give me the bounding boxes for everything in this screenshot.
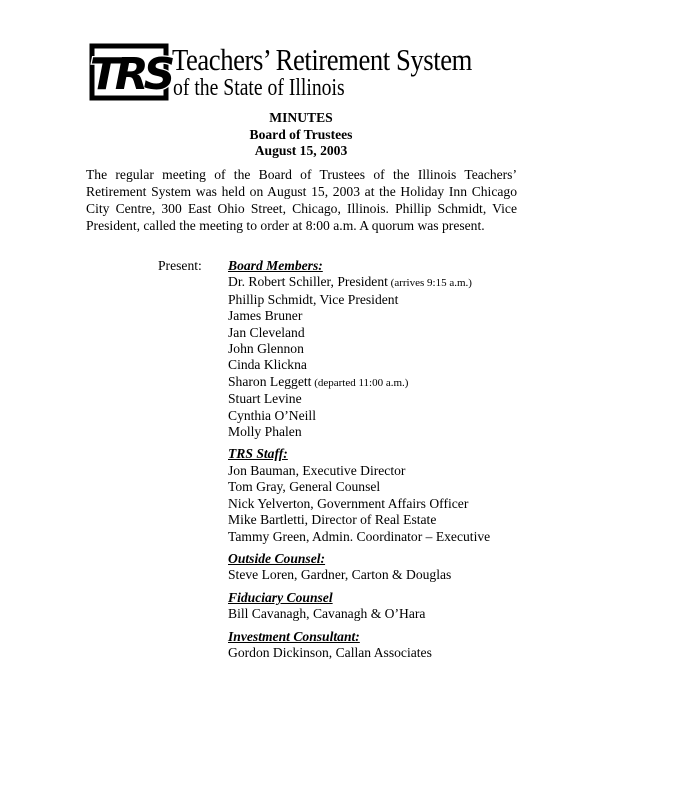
attendee-name: Nick Yelverton, Government Affairs Officer [228,495,469,511]
attendee-row [228,391,558,407]
attendee-name: Gordon Dickinson, Callan Associates [228,644,432,660]
attendee-name: Cinda Klickna [228,357,307,373]
attendee-row [228,645,558,661]
attendee-name: Phillip Schmidt, Vice President [228,291,399,307]
doc-title-date: August 15, 2003 [254,143,348,158]
attendee-group [228,629,558,662]
group-heading: Outside Counsel: [228,550,326,566]
attendee-row [228,341,558,357]
attendee-name: James Bruner [228,308,303,324]
attendee-name: Molly Phalen [228,424,302,440]
attendee-group [228,258,558,440]
attendee-group [228,551,558,584]
group-heading: TRS Staff: [228,446,288,462]
attendee-group [228,590,558,623]
attendee-name: Dr. Robert Schiller, President [228,274,388,290]
attendee-row [228,374,558,391]
attendee-row [228,606,558,622]
trs-logo [89,43,169,101]
attendee-row [228,325,558,341]
attendee-name: John Glennon [228,341,304,357]
title-block [86,110,516,160]
group-heading: Fiduciary Counsel [228,589,333,605]
doc-title-minutes: MINUTES [269,110,333,125]
attendee-name: Cynthia O’Neill [228,407,316,423]
attendee-row [228,308,558,324]
attendee-note: (departed 11:00 a.m.) [311,376,409,389]
attendee-row [228,357,558,373]
attendee-name: Tammy Green, Admin. Coordinator – Executive [228,528,491,544]
attendee-row [228,496,558,512]
trs-logo-icon [89,43,169,101]
attendee-name: Tom Gray, General Counsel [228,479,381,495]
intro-paragraph: The regular meeting of the Board of Trustees of the Illinois Teachers’ Retirement System was held on August 15, 2003 at the Holiday Inn Chicago City Centre, 300 East Ohio Street, Chicago, Illinois. Phillip Schmidt, Vice President, called the meeting to order at 8:00 a.m. A quorum was present. [86,167,517,233]
attendee-name: Steve Loren, Gardner, Carton & Douglas [228,567,452,583]
trs-logo-text: TRS [89,49,171,100]
attendee-row [228,463,558,479]
attendee-name: Bill Cavanagh, Cavanagh & O’Hara [228,606,426,622]
attendee-group [228,446,558,544]
attendee-note: (arrives 9:15 a.m.) [387,277,472,290]
attendee-name: Sharon Leggett [228,373,312,389]
attendee-row [228,408,558,424]
present-groups [228,258,558,667]
doc-title-board: Board of Trustees [249,126,353,142]
attendee-name: Jan Cleveland [228,324,305,340]
present-label: Present: [158,258,202,273]
attendee-name: Mike Bartletti, Director of Real Estate [228,512,437,528]
attendee-row [228,529,558,545]
attendee-name: Stuart Levine [228,391,302,407]
group-heading: Board Members: [228,258,323,273]
attendee-row [228,567,558,583]
attendee-row [228,424,558,440]
group-heading: Investment Consultant: [228,628,360,644]
attendee-row [228,274,558,291]
attendee-row [228,479,558,495]
org-subtitle: of the State of Illinois [173,75,345,101]
org-name: Teachers’ Retirement System [172,42,472,77]
attendee-name: Jon Bauman, Executive Director [228,462,406,478]
attendee-row [228,512,558,528]
attendee-row [228,292,558,308]
